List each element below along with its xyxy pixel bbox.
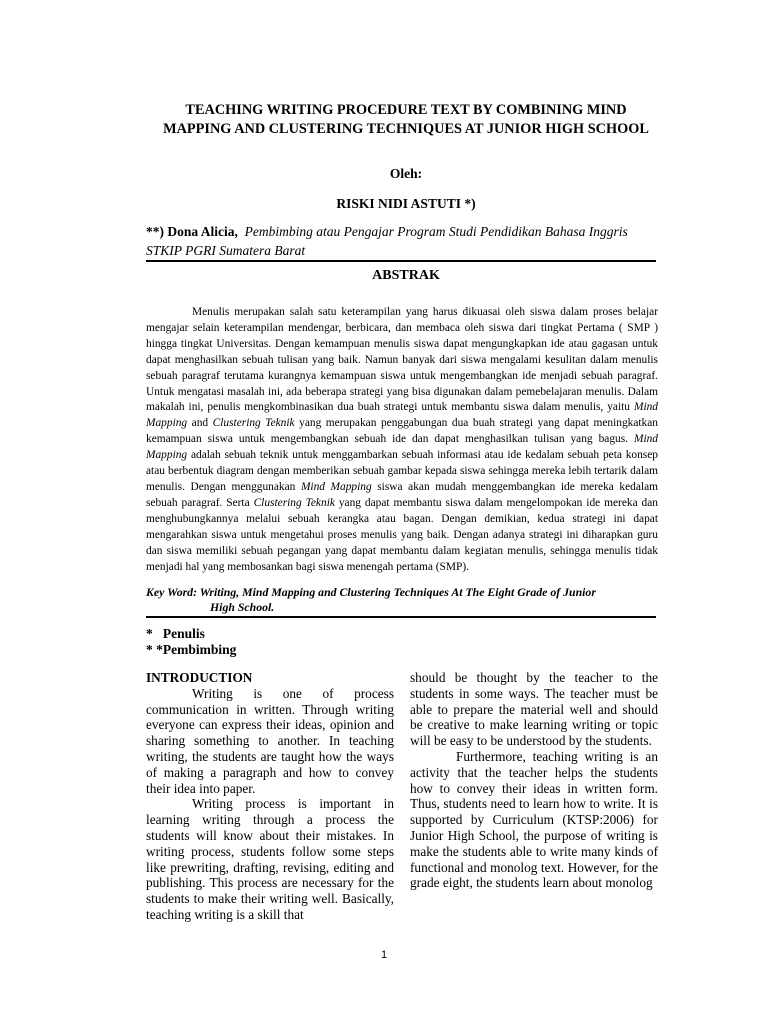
right-column <box>410 670 658 891</box>
body-paragraph: should be thought by the teacher to the students in some ways. The teacher must be able to prepare the material well and should be creative to make learning writing or topic will be easy to be understood by the students. <box>410 670 658 749</box>
introduction-heading: INTRODUCTION <box>146 670 253 685</box>
section-divider <box>146 616 656 618</box>
abstract-text-part: siswa akan mudah menggembangkan ide mereka kedalam sebuah paragraf. Serta <box>146 480 658 509</box>
footnote-author: * Penulis <box>146 626 205 641</box>
advisor-line <box>146 222 662 260</box>
left-column <box>146 670 394 923</box>
body-paragraph: Writing is one of process communication in written. Through writing everyone can express their ideas, opinion and sharing something to another. In teaching writing, the students are taught how the ways of making a paragraph and how to convey their idea into paper. <box>146 685 394 796</box>
abstract-text-part: Menulis merupakan salah satu keterampilan yang harus dikuasai oleh siswa dalam proses belajar mengajar selain keterampilan mendengar, berbicara, dan membaca oleh siswa dari tingkat Pertama ( SMP ) hingga tingkat Universitas. Dengan kemampuan menulis siswa dapat mengungkapkan ide atau gagasan untuk dapat menghasilkan sebuah tulisan yang baik. Namun banyak dari siswa mengalami kesulitan dalam menulis sebuah paragraf terutama kurangnya kemampuan siswa untuk mengembangkan ide menjadi sebuah paragraf. Untuk mengatasi masalah ini, ada beberapa strategi yang bisa digunakan dalam pemebelajaran menulis. Dalam makalah ini, penulis mengkombinasikan dua buah strategi untuk membantu siswa dalam menulis, yaitu <box>146 306 658 414</box>
footnote-advisor: * *Pembimbing <box>146 642 237 657</box>
abstract-text-part: adalah sebuah teknik untuk menggambarkan sebuah informasi atau ide kedalam sebuah peta konsep atau berbentuk diagram dengan memberikan sebuah gambar kepada siswa sehingga mereka lebih tertarik dalam menulis. Dengan menggunakan <box>146 449 658 493</box>
abstract-text-part: yang dapat membantu siswa dalam mengelompokan ide mereka dan menghubungkannya melalui sebuah kerangka atau bagan. Dengan demikian, kedua strategi ini dapat mengarahkan siswa untuk mengetahui proses menulis yang baik. Dengan adanya strategi ini diharapkan guru dan siswa memiliki sebuah pegangan yang dapat membantu dalam kegiatan menulis, sehingga menulis tidak menjadi hal yang membosankan bagi siswa menengah pertama (SMP). <box>146 496 658 573</box>
by-label: Oleh: <box>389 166 423 181</box>
body-paragraph: Writing process is important in learning writing through a process the students will know about their mistakes. In writing process, students follow some steps like prewriting, drafting, revising, editing and publishing. This process are necessary for the students to make their writing well. Basically, teaching writing is a skill that <box>146 796 394 922</box>
keywords-line-1: Key Word: Writing, Mind Mapping and Clustering Techniques At The Eight Grade of Junior <box>146 585 596 599</box>
abstract-text-part: yang merupakan penggabungan dua buah strategi yang dapat meningkatkan kemampuan siswa untuk mengembangkan sebuah ide dan dapat menghasilkan tulisan yang bagus. <box>146 417 658 446</box>
keywords <box>146 585 658 615</box>
author-name: RISKI NIDI ASTUTI *) <box>336 196 476 211</box>
abstract-term: Clustering Teknik <box>212 417 295 430</box>
body-paragraph: Furthermore, teaching writing is an activity that the teacher helps the students how to convey their ideas in written form. Thus, students need to learn how to write. It is supported by Curriculum (KTSP:2006) for Junior High School, the purpose of writing is make the students able to write many kinds of functional and monolog text. However, for the grade eight, the students learn about monolog <box>410 748 658 891</box>
page-number: 1 <box>380 949 388 961</box>
paper-title: TEACHING WRITING PROCEDURE TEXT BY COMBINING MIND MAPPING AND CLUSTERING TECHNIQUES AT JUNIOR HIGH SCHOOL <box>163 102 649 137</box>
abstract-text-part: and <box>187 417 213 430</box>
abstract-term: Mind Mapping <box>300 480 372 493</box>
keywords-line-2: High School. <box>210 600 275 614</box>
abstract-term: Mind Mapping <box>146 433 658 462</box>
abstract-term: Mind Mapping <box>146 401 658 430</box>
abstract-heading: ABSTRAK <box>372 268 440 283</box>
abstract-text <box>146 305 658 575</box>
advisor-affiliation-1: Pembimbing atau Pengajar Program Studi Pendidikan Bahasa Inggris <box>244 224 628 239</box>
advisor-affiliation-2: STKIP PGRI Sumatera Barat <box>146 243 306 258</box>
abstract-term: Clustering Teknik <box>253 496 335 509</box>
section-divider <box>146 260 656 262</box>
advisor-name: **) Dona Alicia, <box>146 224 238 239</box>
